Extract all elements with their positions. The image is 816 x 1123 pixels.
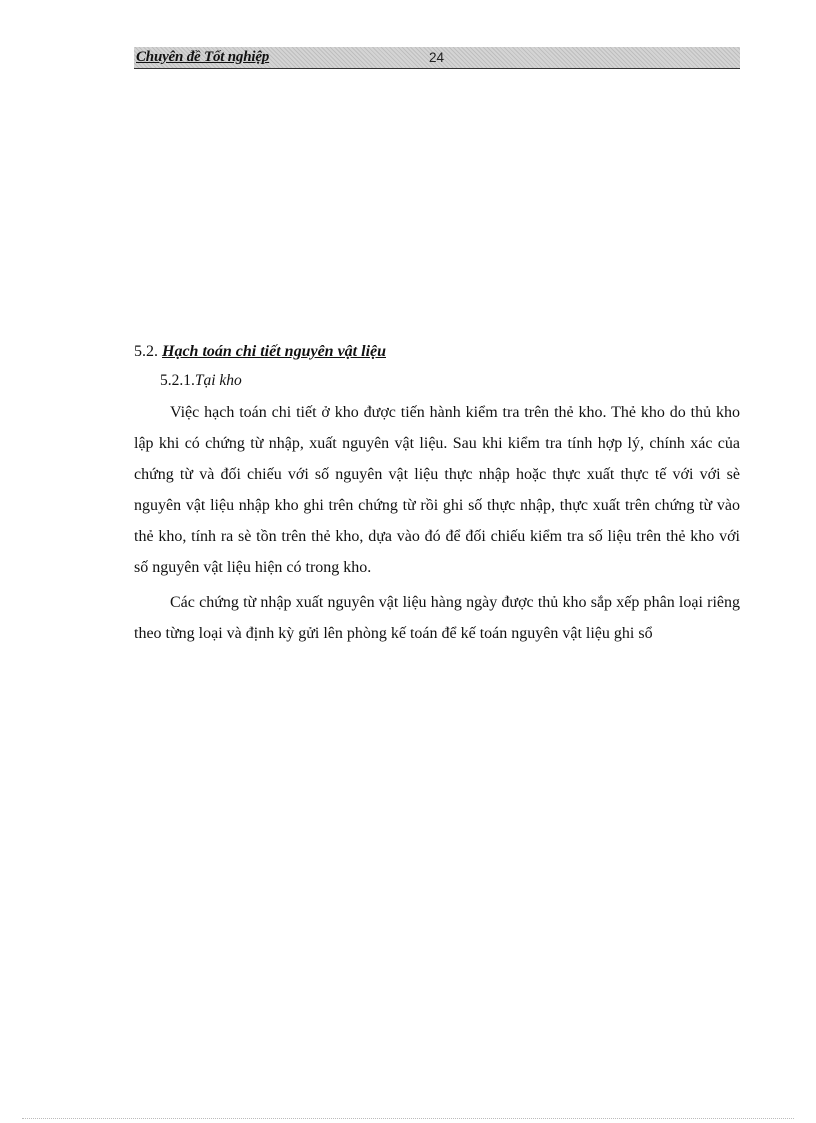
paragraph-1: Việc hạch toán chi tiết ở kho được tiến hành kiểm tra trên thẻ kho. Thẻ kho do thủ kho lập khi có chứng từ nhập, xuất nguyên vật liệu. Sau khi kiểm tra tính hợp lý, chính xác của chứng từ và đối chiếu với số nguyên vật liệu thực nhập hoặc thực xuất thực tế với với sè nguyên vật liệu nhập kho ghi trên chứng từ rồi ghi số thực nhập, thực xuất trên chứng từ vào thẻ kho, tính ra sè tồn trên thẻ kho, dựa vào đó để đối chiếu kiểm tra số liệu trên thẻ kho với số nguyên vật liệu hiện có trong kho.	[134, 404, 740, 576]
page-header	[134, 47, 740, 69]
subsection-heading	[134, 369, 740, 393]
document-body	[134, 340, 740, 649]
paragraph-2: Các chứng từ nhập xuất nguyên vật liệu hàng ngày được thủ kho sắp xếp phân loại riêng theo từng loại và định kỳ gửi lên phòng kế toán để kế toán nguyên vật liệu ghi sổ	[134, 594, 740, 642]
subsection-title: Tại kho	[194, 372, 242, 389]
section-heading	[134, 340, 740, 364]
page-bottom-divider	[22, 1118, 794, 1119]
section-number: 5.2.	[134, 343, 158, 360]
section-title: Hạch toán chi tiết nguyên vật liệu	[162, 343, 387, 360]
subsection-number: 5.2.1.	[160, 372, 195, 389]
page-number: 24	[429, 50, 445, 65]
header-title: Chuyên đề Tốt nghiệp	[136, 49, 270, 65]
